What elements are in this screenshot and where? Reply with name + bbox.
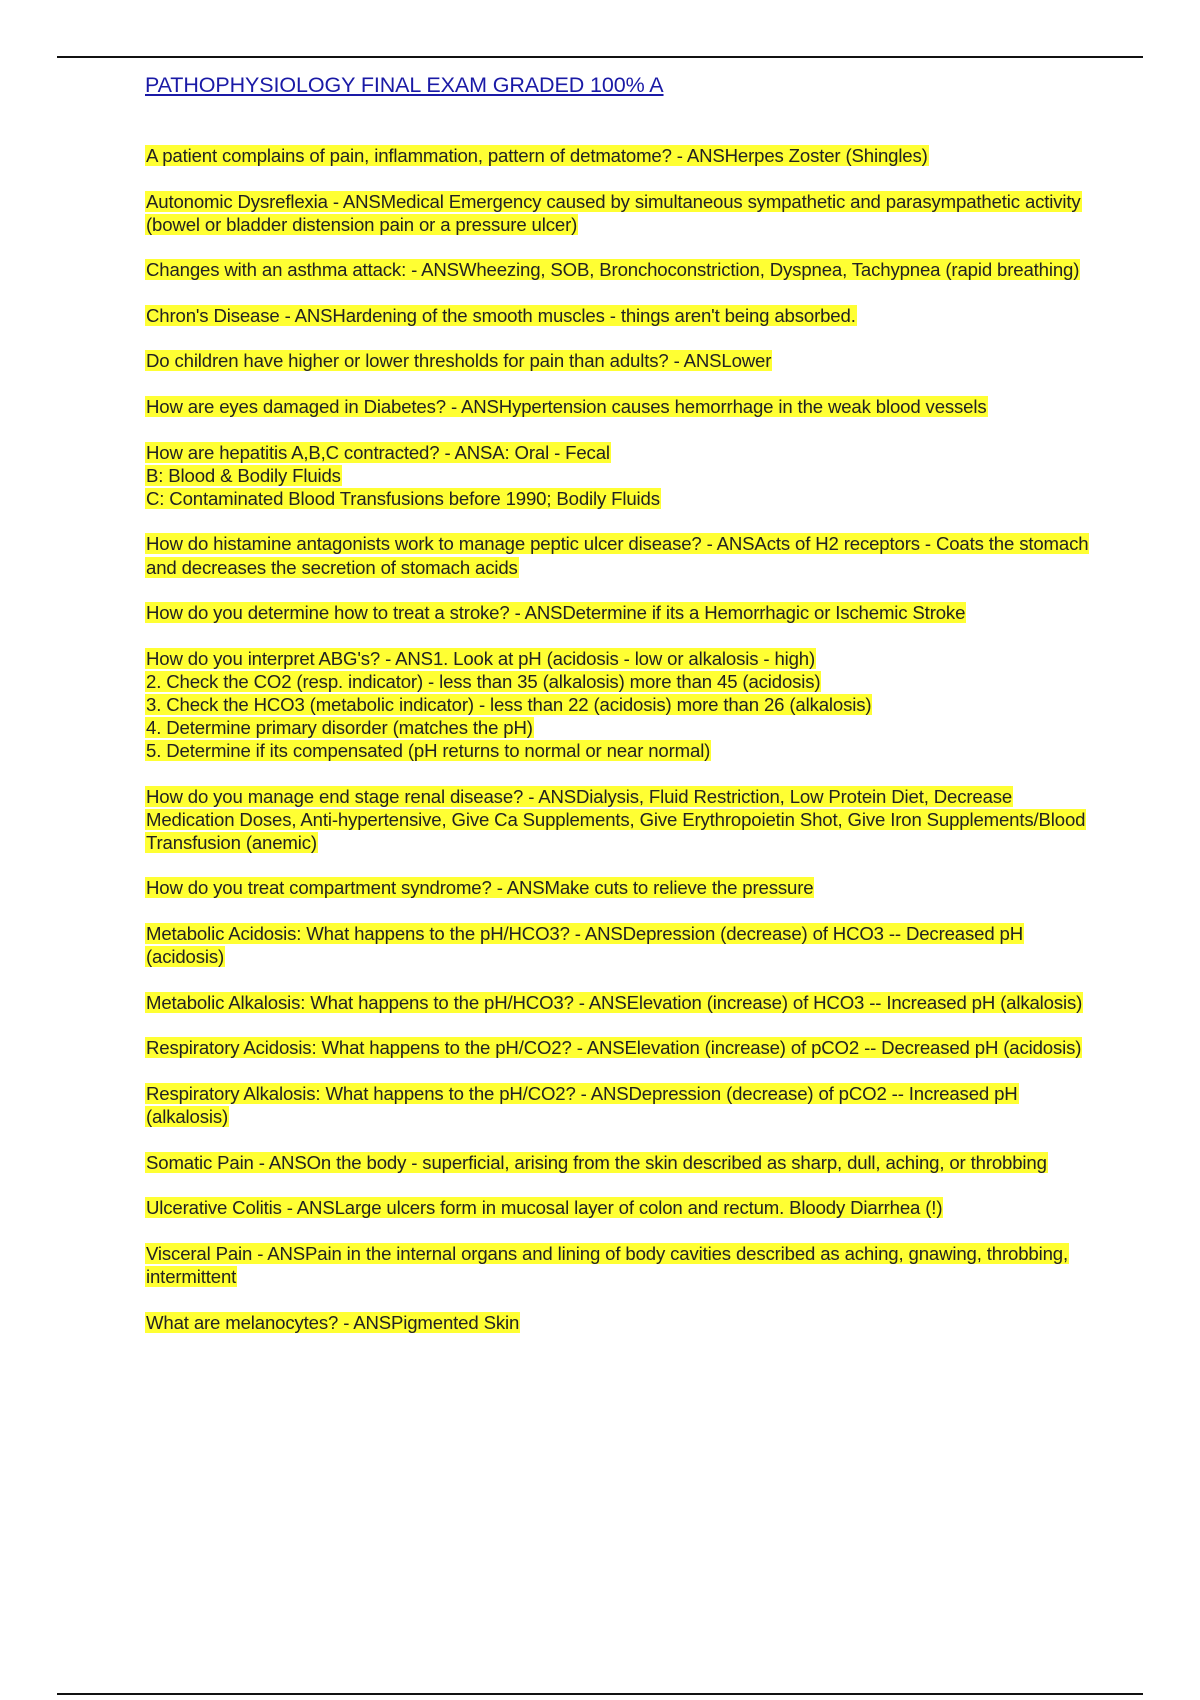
highlighted-text: How do you determine how to treat a stroke? - ANSDetermine if its a Hemorrhagic or Ischemic Stroke [146,602,966,624]
qa-line [145,304,1090,327]
qa-item [145,922,1090,968]
top-rule [57,56,1143,58]
qa-line [145,991,1090,1014]
qa-item [145,785,1090,854]
qa-item [145,258,1090,281]
highlighted-text: Ulcerative Colitis - ANSLarge ulcers form in mucosal layer of colon and rectum. Bloody Diarrhea (!) [146,1197,943,1219]
qa-line [145,441,1090,464]
qa-line [145,716,1090,739]
highlighted-text: A patient complains of pain, inflammation, pattern of detmatome? - ANSHerpes Zoster (Shingles) [146,145,928,166]
qa-item [145,1196,1090,1219]
highlighted-text: Metabolic Alkalosis: What happens to the pH/HCO3? - ANSElevation (increase) of HCO3 -- Increased pH (alkalosis) [146,991,1083,1013]
highlighted-text: Changes with an asthma attack: - ANSWheezing, SOB, Bronchoconstriction, Dyspnea, Tachypnea (rapid breathing) [146,259,1080,281]
qa-line [145,1036,1090,1059]
document-body [145,70,1090,1356]
qa-line [145,395,1090,418]
qa-list [145,144,1090,1334]
highlighted-text: Visceral Pain - ANSPain in the internal organs and lining of body cavities described as aching, gnawing, throbbing, intermittent [146,1242,1068,1287]
highlighted-text: Autonomic Dysreflexia - ANSMedical Emergency caused by simultaneous sympathetic and parasympathetic activity (bowel or bladder distension pain or a pressure ulcer) [146,190,1081,235]
qa-item [145,1311,1090,1334]
qa-item [145,532,1090,578]
highlighted-text: How do you treat compartment syndrome? - ANSMake cuts to relieve the pressure [146,877,814,899]
highlighted-text: B: Blood & Bodily Fluids [146,464,341,486]
bottom-rule [57,1693,1143,1695]
qa-line [145,670,1090,693]
highlighted-text: Metabolic Acidosis: What happens to the pH/HCO3? - ANSDepression (decrease) of HCO3 -- Decreased pH (acidosis) [146,923,1024,968]
highlighted-text: 4. Determine primary disorder (matches the pH) [146,717,533,738]
highlighted-text: Chron's Disease - ANSHardening of the smooth muscles - things aren't being absorbed. [146,304,856,326]
highlighted-text: Somatic Pain - ANSOn the body - superficial, arising from the skin described as sharp, dull, aching, or throbbing [146,1151,1047,1173]
qa-line [145,1311,1090,1334]
highlighted-text: Respiratory Acidosis: What happens to the pH/CO2? - ANSElevation (increase) of pCO2 -- Decreased pH (acidosis) [146,1037,1082,1059]
qa-line [145,693,1090,716]
highlighted-text: 5. Determine if its compensated (pH returns to normal or near normal) [146,740,711,762]
qa-line [145,1242,1090,1288]
document-title-link[interactable]: PATHOPHYSIOLOGY FINAL EXAM GRADED 100% A [145,73,664,97]
qa-item [145,647,1090,762]
qa-line [145,487,1090,510]
highlighted-text: How do you manage end stage renal disease? - ANSDialysis, Fluid Restriction, Low Protein Diet, Decrease Medication Doses, Anti-hypertensive, Give Ca Supplements, Give Erythropoietin Shot, Give Iron Supplements/Blood Transfusion (anemic) [146,785,1086,853]
qa-item [145,1151,1090,1174]
qa-line [145,1151,1090,1174]
highlighted-text: How do you interpret ABG's? - ANS1. Look at pH (acidosis - low or alkalosis - high) [146,647,816,669]
qa-line [145,647,1090,670]
qa-item [145,876,1090,899]
highlighted-text: Respiratory Alkalosis: What happens to the pH/CO2? - ANSDepression (decrease) of pCO2 -- Increased pH (alkalosis) [146,1082,1018,1128]
qa-line [145,190,1090,236]
highlighted-text: How are eyes damaged in Diabetes? - ANSHypertension causes hemorrhage in the weak blood vessels [146,396,987,418]
qa-line [145,258,1090,281]
qa-item [145,144,1090,167]
highlighted-text: How do histamine antagonists work to manage peptic ulcer disease? - ANSActs of H2 receptors - Coats the stomach and decreases the secretion of stomach acids [146,533,1089,578]
qa-item [145,1082,1090,1128]
highlighted-text: 2. Check the CO2 (resp. indicator) - less than 35 (alkalosis) more than 45 (acidosis) [146,670,821,692]
qa-line [145,739,1090,762]
qa-line [145,1082,1090,1128]
qa-line [145,876,1090,899]
highlighted-text: C: Contaminated Blood Transfusions before 1990; Bodily Fluids [146,487,660,509]
qa-line [145,601,1090,624]
qa-item [145,1242,1090,1288]
highlighted-text: How are hepatitis A,B,C contracted? - ANSA: Oral - Fecal [146,441,610,463]
qa-item [145,190,1090,236]
qa-item [145,1036,1090,1059]
qa-line [145,785,1090,854]
qa-item [145,349,1090,372]
qa-line [145,922,1090,968]
qa-line [145,532,1090,578]
qa-line [145,144,1090,167]
qa-item [145,395,1090,418]
qa-line [145,1196,1090,1219]
qa-item [145,304,1090,327]
qa-line [145,349,1090,372]
qa-item [145,441,1090,510]
highlighted-text: Do children have higher or lower thresholds for pain than adults? - ANSLower [146,350,772,372]
qa-item [145,991,1090,1014]
highlighted-text: What are melanocytes? - ANSPigmented Skin [146,1311,520,1333]
qa-line [145,464,1090,487]
highlighted-text: 3. Check the HCO3 (metabolic indicator) - less than 22 (acidosis) more than 26 (alkalosis) [146,693,872,715]
qa-item [145,601,1090,624]
